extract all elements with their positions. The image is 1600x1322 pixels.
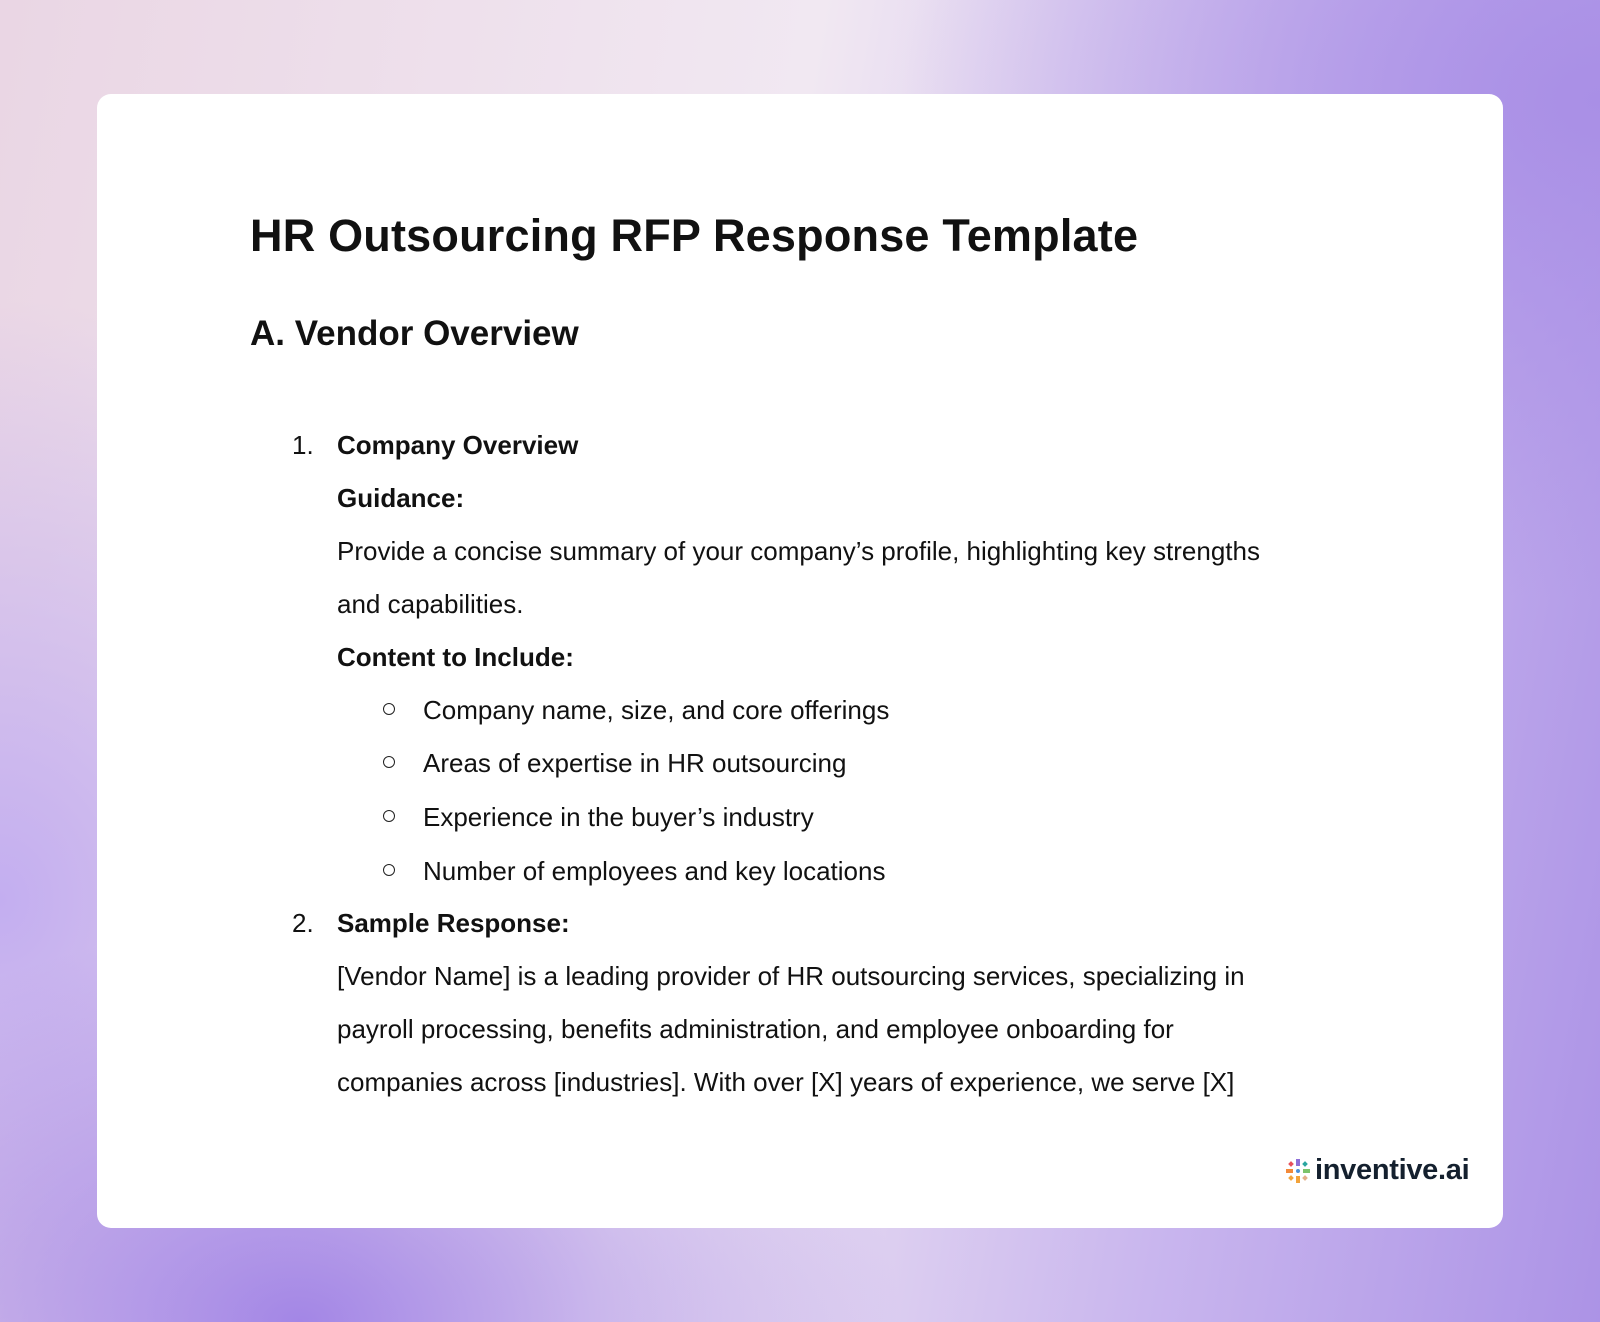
list-item: Experience in the buyer’s industry xyxy=(423,802,814,832)
bullet-icon xyxy=(383,756,395,768)
logo-mark-icon xyxy=(1285,1158,1311,1184)
section-heading: A. Vendor Overview xyxy=(250,314,579,353)
logo-text: inventive.ai xyxy=(1315,1154,1470,1186)
response-text: companies across [industries]. With over [X] years of experience, we serve [X] xyxy=(337,1067,1235,1097)
item-heading: Sample Response: xyxy=(337,908,570,938)
list-item: Number of employees and key locations xyxy=(423,856,886,886)
inventive-logo xyxy=(1285,1154,1469,1187)
guidance-text: Provide a concise summary of your company’s profile, highlighting key strengths xyxy=(337,536,1260,566)
guidance-text: and capabilities. xyxy=(337,589,524,619)
response-text: payroll processing, benefits administration, and employee onboarding for xyxy=(337,1014,1174,1044)
content-label: Content to Include: xyxy=(337,642,574,672)
guidance-label: Guidance: xyxy=(337,483,465,513)
document-card xyxy=(97,94,1503,1228)
item-heading: Company Overview xyxy=(337,430,579,460)
list-item: Areas of expertise in HR outsourcing xyxy=(423,748,847,778)
bullet-icon xyxy=(383,703,395,715)
bullet-icon xyxy=(383,864,395,876)
list-item: Company name, size, and core offerings xyxy=(423,695,890,725)
page-title: HR Outsourcing RFP Response Template xyxy=(250,210,1139,261)
response-text: [Vendor Name] is a leading provider of HR outsourcing services, specializing in xyxy=(337,961,1245,991)
list-number: 1. xyxy=(292,430,314,460)
bullet-icon xyxy=(383,810,395,822)
list-number: 2. xyxy=(292,908,314,938)
